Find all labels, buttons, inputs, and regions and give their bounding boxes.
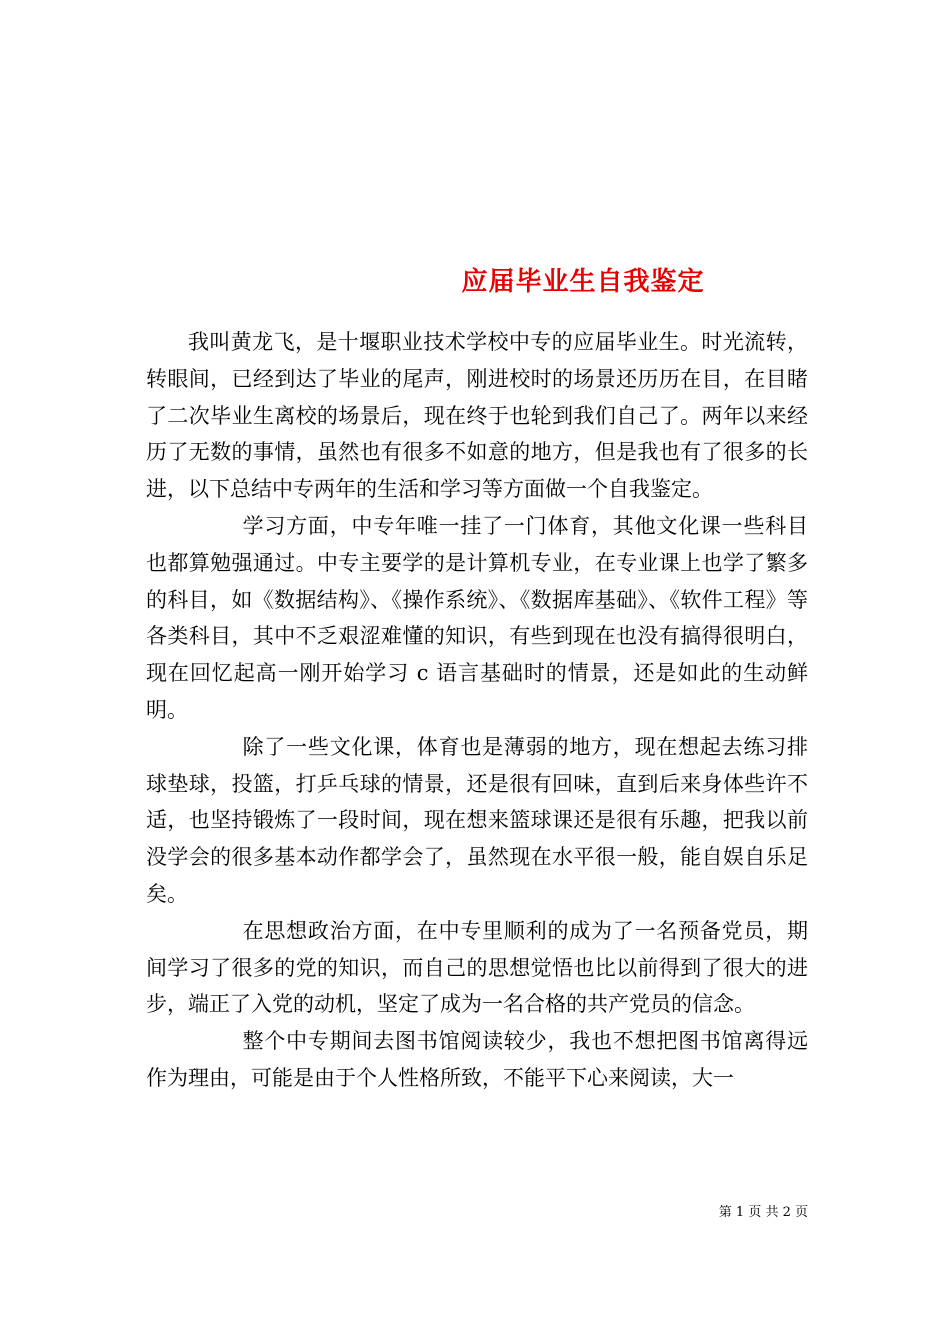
page-number: 第 1 页 共 2 页 — [718, 1205, 808, 1220]
paragraph-study: 学习方面，中专年唯一挂了一门体育，其他文化课一些科目也都算勉强通过。中专主要学的是计算机专业，在专业课上也学了繁多的科目，如《数据结构》、《操作系统》、《数据库基础》、《软件工程》等各类科目，其中不乏艰涩难懂的知识，有些到现在也没有搞得很明白，现在回忆起高一刚开始学习 c 语言基础时的情景，还是如此的生动鲜明。 — [146, 513, 808, 722]
paragraph-politics: 在思想政治方面，在中专里顺利的成为了一名预备党员，期间学习了很多的党的知识，而自己的思想觉悟也比以前得到了很大的进步，端正了入党的动机，坚定了成为一名合格的共产党员的信念。 — [146, 918, 808, 1017]
document-title: 应届毕业生自我鉴定 — [461, 267, 705, 297]
document-body — [146, 324, 808, 1097]
paragraph-intro: 我叫黄龙飞，是十堰职业技术学校中专的应届毕业生。时光流转，转眼间，已经到达了毕业的尾声，刚进校时的场景还历历在目，在目睹了二次毕业生离校的场景后，现在终于也轮到我们自己了。两年以来经历了无数的事情，虽然也有很多不如意的地方，但是我也有了很多的长进，以下总结中专两年的生活和学习等方面做一个自我鉴定。 — [146, 330, 808, 502]
paragraph-library: 整个中专期间去图书馆阅读较少，我也不想把图书馆离得远作为理由，可能是由于个人性格所致，不能平下心来阅读，大一 — [146, 1029, 808, 1090]
paragraph-sports: 除了一些文化课，体育也是薄弱的地方，现在想起去练习排球垫球，投篮，打乒乓球的情景，还是很有回味，直到后来身体些许不适，也坚持锻炼了一段时间，现在想来篮球课还是很有乐趣，把我以前没学会的很多基本动作都学会了，虽然现在水平很一般，能自娱自乐足矣。 — [146, 734, 808, 906]
title-area — [0, 131, 950, 297]
